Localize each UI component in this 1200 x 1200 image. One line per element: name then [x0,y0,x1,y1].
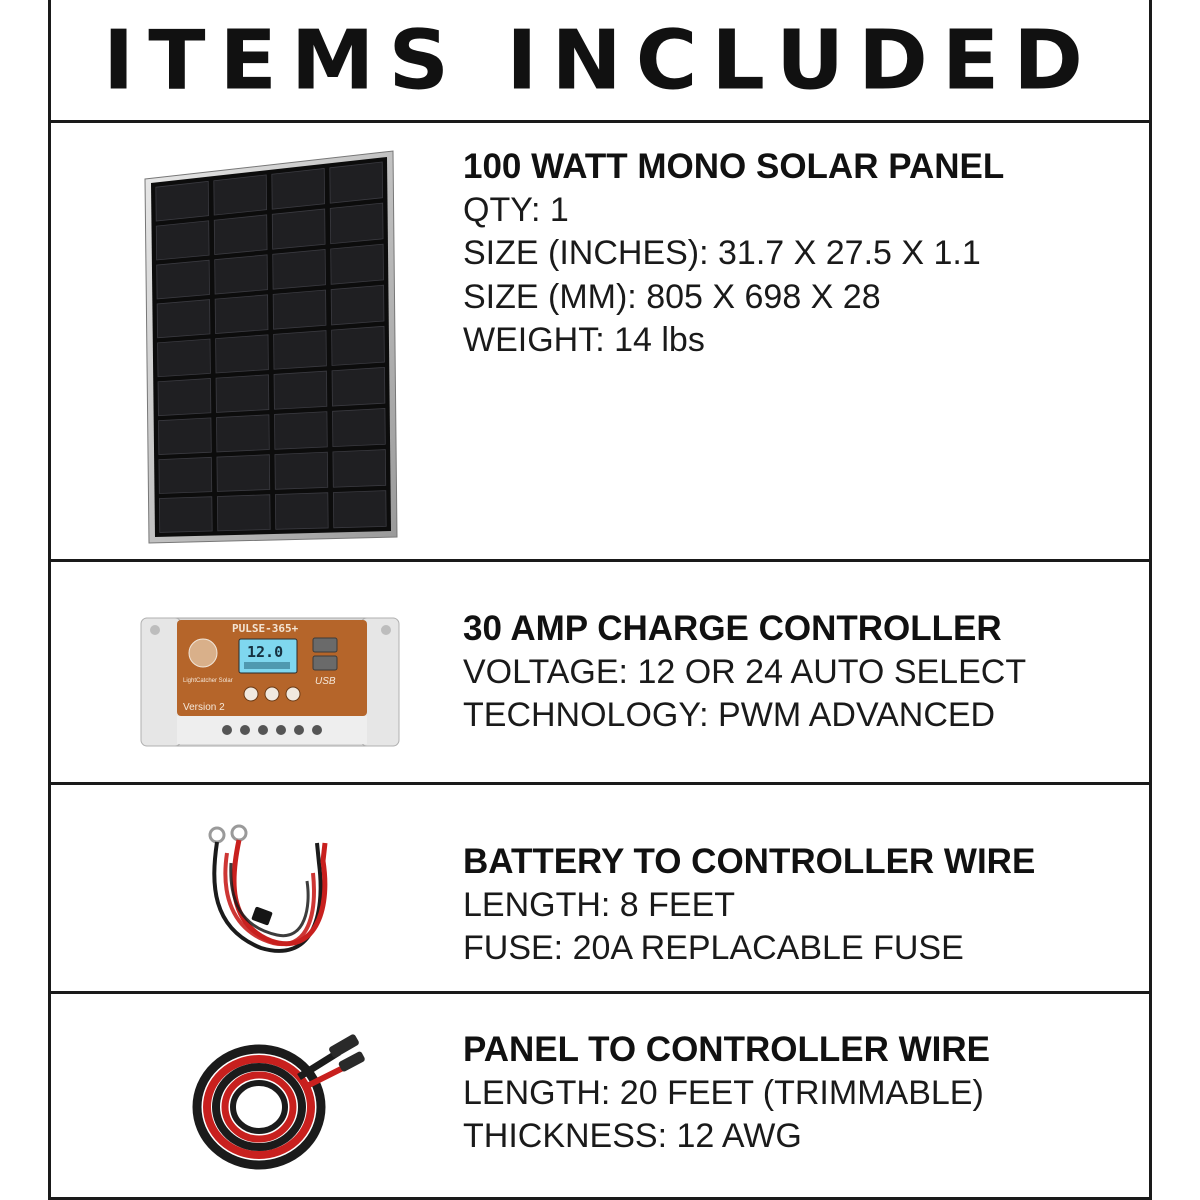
solar-cell [274,331,327,370]
solar-cell [215,255,268,294]
solar-cell [273,290,326,329]
solar-cell [274,371,327,409]
battery-wire-details [463,840,1035,971]
solar-panel-image [139,145,399,550]
page-title: ITEMS INCLUDED [102,11,1098,109]
solar-cell [275,493,328,530]
solar-cell [332,408,385,446]
solar-cell [331,244,384,284]
solar-cell [217,495,270,531]
spec-line: WEIGHT: 14 lbs [463,321,705,359]
spec-line: SIZE (MM): 805 X 698 X 28 [463,277,881,316]
solar-cell [159,457,212,493]
item-row-charge-controller [51,562,1149,785]
solar-cell [158,378,211,415]
battery-wire-image [201,823,351,968]
solar-cell [158,418,211,455]
charge-controller-details [463,607,1026,738]
spec-line: QTY: 1 [463,190,569,229]
solar-cell [331,285,384,325]
solar-cell [330,162,383,203]
controller-version-label: Version 2 [183,702,225,713]
solar-panel-details [463,145,1004,363]
solar-cell [214,175,267,215]
solar-cell [159,497,212,533]
solar-cell [157,260,210,299]
solar-cell [157,300,210,338]
spec-line: VOLTAGE: 12 OR 24 AUTO SELECT [463,652,1027,691]
spec-line: TECHNOLOGY: PWM ADVANCED [463,696,996,734]
solar-cell [332,367,385,406]
charge-controller-image [139,612,404,759]
spec-line: THICKNESS: 12 AWG [463,1117,802,1155]
solar-cell [156,181,209,221]
item-name: 30 AMP CHARGE CONTROLLER [463,609,1002,648]
spec-line: LENGTH: 20 FEET (TRIMMABLE) [463,1073,984,1112]
solar-cell [156,221,209,260]
solar-cell [216,375,269,413]
solar-cell [158,339,211,377]
controller-display-reading: 12.0 [247,643,284,661]
solar-cell [332,326,385,365]
spec-line: SIZE (INCHES): 31.7 X 27.5 X 1.1 [463,234,981,272]
solar-cell [216,335,269,373]
solar-cell [272,168,325,209]
solar-cell [215,295,268,334]
solar-cell [272,209,325,249]
title-bar [51,0,1149,123]
solar-cell [275,452,328,489]
panel-wire-details [463,1028,990,1159]
controller-model-label: PULSE-365+ [232,622,299,635]
item-name: BATTERY TO CONTROLLER WIRE [463,842,1036,881]
item-row-solar-panel [51,123,1149,562]
item-row-battery-wire [51,785,1149,994]
item-name: 100 WATT MONO SOLAR PANEL [463,147,1005,186]
controller-usb-label: USB [315,676,336,687]
panel-wire-image [189,1022,369,1177]
spec-line: LENGTH: 8 FEET [463,885,736,924]
item-name: PANEL TO CONTROLLER WIRE [463,1030,990,1069]
solar-cell [216,415,269,452]
solar-cell [333,491,386,528]
solar-cell [217,455,270,492]
controller-brand-label: LightCatcher Solar [183,678,233,684]
solar-cell [330,203,383,244]
solar-cell [274,412,327,450]
solar-cell [333,450,386,488]
item-row-panel-wire [51,994,1149,1200]
solar-cell [273,249,326,289]
solar-cell [214,215,267,255]
spec-line: FUSE: 20A REPLACABLE FUSE [463,929,964,967]
items-sheet [48,0,1152,1200]
